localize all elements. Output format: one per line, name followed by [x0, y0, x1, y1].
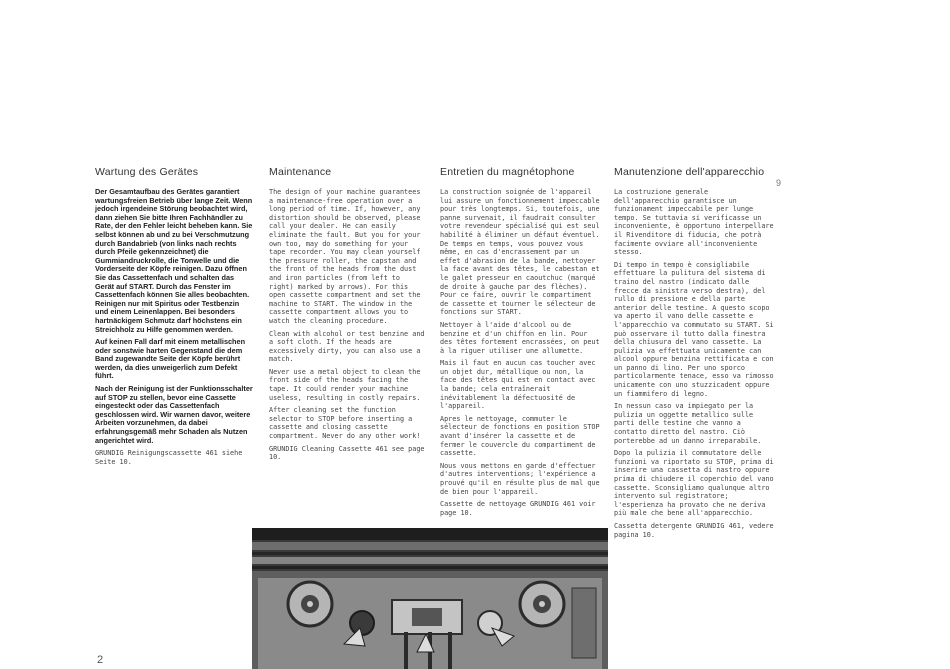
section-title: Wartung des Gerätes — [95, 166, 199, 178]
tape-mechanism-illustration — [252, 528, 608, 669]
paragraph: Dopo la pulizia il commutatore delle funzioni va riportato su STOP, prima di inserire una cassetta di nastro oppure prima di chiudere il coperchio del vano cassette. Sconsigliamo qualunque altro intervento sul registratore; l'esperienza ha provato che ne deriva più male che bene all'apparecchio. — [614, 449, 774, 518]
paragraph: Nous vous mettons en garde d'effectuer d'autres interventions; l'expérience a prouvé qu'il en résulte plus de mal que de bien pour l'appareil. — [440, 461, 600, 496]
paragraph: Nach der Reinigung ist der Funktionsschalter auf STOP zu stellen, bevor eine Cassette eingesteckt oder das Cassettenfach geschlossen wird. Wir warnen davor, weitere Arbeiten vorzunehmen, da dabei erfahrungsgemäß mehr Schaden als Nutzen angerichtet wird. — [95, 384, 253, 445]
section-title: Entretien du magnétophone — [440, 166, 575, 178]
paragraph: Der Gesamtaufbau des Gerätes garantiert wartungsfreien Betrieb über lange Zeit. Wenn jedoch irgendeine Störung beobachtet wird, dann ziehen Sie bitte Ihren Fachhändler zu Rate, der den Fehler leicht beheben kann. Sie selbst können ab und zu bei Verschmutzung durch Bandabrieb (von links nach rechts durch Pfeile gekennzeichnet) die Gummiandruckrolle, die Tonwelle und die Vorderseite der Köpfe reinigen. Dazu öffnen Sie das Cassettenfach und schalten das Gerät auf START. Durch das Fenster im Cassettenfach können Sie alles beobachten. Reinigen nur mit Spiritus oder Testbenzin und einem Leinenlappen. Bei besonders hartnäckigem Schmutz darf höchstens ein Streichholz zu Hilfe genommen werden. — [95, 187, 253, 334]
paragraph: Apres le nettoyage, commuter le sélecteur de fonctions en position STOP avant d'insérer la cassette et de fermer le couvercle du compartiment de cassette. — [440, 414, 600, 458]
paragraph: Cassette de nettoyage GRUNDIG 461 voir page 10. — [440, 500, 596, 517]
section-italian — [614, 166, 776, 543]
paragraph: Clean with alcohol or test benzine and a soft cloth. If the heads are excessively dirty, you can also use a match. — [269, 329, 425, 364]
paragraph: Nettoyer à l'aide d'alcool ou de benzine et d'un chiffon en lin. Pour des têtes fortement encrassées, on peut à la riguer utiliser une allumette. — [440, 320, 600, 355]
paragraph: La construction soignée de l'appareil lui assure un fonctionnement impeccable pour très longtemps. Si, toutefois, une panne survenait, il faudrait consulter votre revendeur spécialisé qui est seul habilité à éliminer un défaut éventuel. De temps en temps, vous pouvez vous même, en cas d'encrassement par un effet d'abrasion de la bande, nettoyer la face avant des têtes, le cabestan et le galet presseur en caoutchuc (marqué de droite à gauche par des flèches). Pour ce faire, ouvrir le compartiment de cassette et tourner le sélecteur de fonctions sur START. — [440, 188, 600, 317]
section-title: Maintenance — [269, 166, 332, 178]
paragraph: GRUNDIG Cleaning Cassette 461 see page 10. — [269, 444, 425, 462]
paragraph: La costruzione generale dell'apparecchio garantisce un funzionament impeccabile per lunge tempo. Se tuttavia si verificasse un inconveniente, è opportuno interpellare il Rivenditore di fiducia, che potrà facimente ovviare all'inconveniente stesso. — [614, 188, 774, 257]
paragraph: In nessun caso va impiegato per la pulizia un oggette metallico sulle parti delle testine che vanno a contatto diretto del nastro. Ciò porterebbe ad un danno irreparabile. — [614, 402, 762, 445]
paragraph: Mais il faut en aucun cas toucher avec un objet dur, métallique ou non, la face des têtes qui est en contact avec la bande; cela entraînerait inévitablement la défectuosité de l'appareil. — [440, 359, 596, 411]
section-french — [440, 166, 600, 521]
paragraph: Auf keinen Fall darf mit einem metallischen oder sonstwie harten Gegenstand die dem Band zugewandte Seite der Köpfe berührt werden, da dies unweigerlich zum Defekt führt. — [95, 337, 246, 381]
section-german — [95, 166, 253, 470]
page-number-right: 9 — [776, 178, 782, 188]
section-title: Manutenzione dell'apparecchio — [614, 166, 765, 178]
paragraph: Di tempo in tempo è consigliabile effettuare la pulitura del sistema di traino del nastro (indicato dalle frecce da sinistra verso destra), del rullo di pressione e della parte anterior delle testine. A questo scopo va aperto il vano delle cassette e l'apparecchio va commutato su START. Si può osservare il tutto dalla finestra della chiusura del vano cassette. La pulizia va effettuata unicamente can alcool oppure benzina rettificata e con un panno di lino. Per uno sporco particolarmente tenace, esso va rimosso unicamente con uno stuzzicadent oppure un fiammifero di legno. — [614, 260, 774, 398]
paragraph: GRUNDIG Reinigungscassette 461 siehe Seite 10. — [95, 449, 243, 466]
paragraph: The design of your machine guarantees a maintenance-free operation over a long period of time. If, however, any distortion should be observed, please call your dealer. He can easily eliminate the fault. But you for your own too, may do something for your tape recorder. You may clean yourself the pressure roller, the capstan and the front of the heads from the dust and iron particles (from left to right) marked by arrows). For this open cassette compartment and set the machine to START. The window in the cassette compartment allows you to watch the cleaning procedure. — [269, 188, 421, 325]
tape-mechanism-photo — [252, 528, 608, 669]
paragraph: After cleaning set the function selector to STOP before inserting a cassette and closing cassette compartment. Never do any other work! — [269, 406, 421, 441]
section-english — [269, 166, 427, 466]
paragraph: Never use a metal object to clean the front side of the heads facing the tape. It could render your machine useless, resulting in costly repairs. — [269, 367, 421, 402]
paragraph: Cassetta detergente GRUNDIG 461, vedere pagina 10. — [614, 521, 774, 539]
page-number-left: 2 — [97, 654, 104, 666]
